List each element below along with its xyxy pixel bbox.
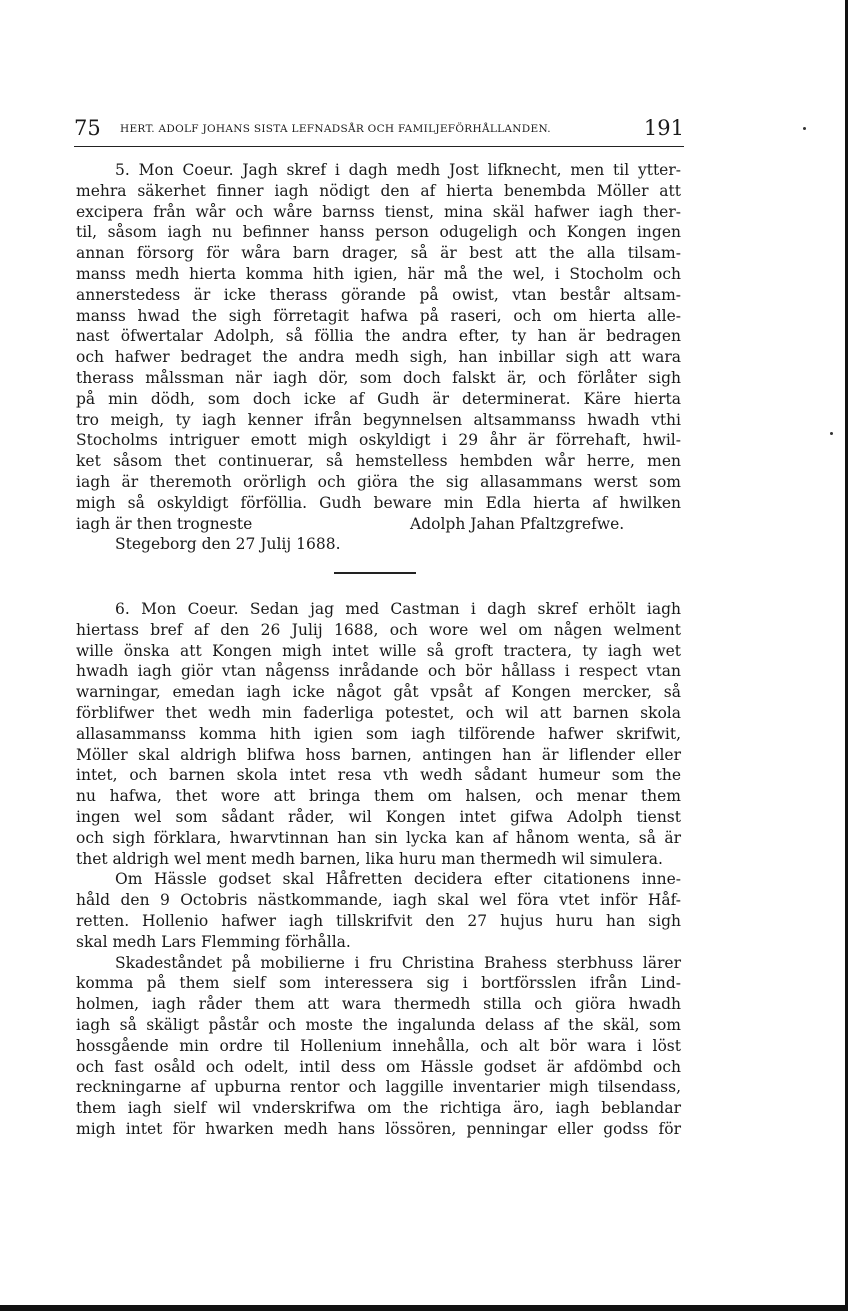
text-line: annan försorg för wåra barn drager, så är best att the alla tilsam- <box>76 244 681 263</box>
text-line: ket såsom thet continuerar, så hemstelless hembden wår herre, men <box>76 452 681 471</box>
page-header <box>74 116 684 140</box>
closing-phrase: iagh är then trogneste <box>76 514 253 533</box>
text-line: 6. Mon Coeur. Sedan jag med Castman i dagh skref erhölt iagh <box>115 600 681 618</box>
text-line: allasammanss komma hith igien som iagh tilförende hafwer skrifwit, <box>76 724 681 743</box>
text-line: iagh är theremoth orörligh och giöra the sig allasammans werst som <box>76 472 681 491</box>
text-line: annerstedess är icke therass görande på owist, vtan består altsam- <box>76 285 681 304</box>
header-rule <box>74 146 684 147</box>
running-title: HERT. ADOLF JOHANS SISTA LEFNADSÅR OCH FAMILJEFÖRHÅLLANDEN. <box>120 123 551 135</box>
text-line: Stocholms intriguer emott migh oskyldigt i 29 åhr är förrehaft, hwil- <box>76 431 681 450</box>
text-line: hwadh iagh giör vtan någenss inrådande och bör hållass i respect vtan <box>76 662 681 681</box>
text-line: holmen, iagh råder them att wara thermedh stilla och giöra hwadh <box>76 995 681 1014</box>
right-page-number: 191 <box>643 116 684 140</box>
text-line: Om Hässle godset skal Håfretten decidera efter citationens inne- <box>115 870 681 889</box>
text-line: och fast osåld och odelt, intil dess om Hässle godset är afdömbd och <box>76 1057 681 1076</box>
text-line: intet, och barnen skola intet resa vth wedh sådant humeur som the <box>76 766 681 785</box>
text-line: komma på them sielf som interessera sig i bortförsslen ifrån Lind- <box>76 974 681 993</box>
text-line: thet aldrigh wel ment medh barnen, lika huru man thermedh wil simulera. <box>76 849 663 868</box>
text-line: ingen wel som sådant råder, wil Kongen intet gifwa Adolph tienst <box>76 807 681 826</box>
text-line: mehra säkerhet finner iagh nödigt den af hierta benembda Möller att <box>76 181 681 200</box>
text-line: och hafwer bedraget the andra medh sigh, han inbillar sigh att wara <box>76 348 681 367</box>
margin-speck <box>830 432 833 435</box>
scan-frame-bottom-edge <box>0 1305 848 1311</box>
section-divider <box>334 572 416 574</box>
margin-speck <box>803 127 806 130</box>
text-line: til, såsom iagh nu befinner hanss person odugeligh och Kongen ingen <box>76 223 681 242</box>
text-line: förblifwer thet wedh min faderliga potestet, och wil att barnen skola <box>76 703 681 722</box>
text-line: reckningarne af upburna rentor och laggille inventarier migh tilsendass, <box>76 1078 681 1097</box>
text-line: therass målssman när iagh dör, som doch falskt är, och förlåter sigh <box>76 368 681 387</box>
text-line: och sigh förklara, hwarvtinnan han sin lycka kan af hånom wenta, så är <box>76 828 681 847</box>
text-line: tro meigh, ty iagh kenner ifrån begynnelsen altsammanss hwadh vthi <box>76 410 681 429</box>
closing-line <box>76 514 681 535</box>
text-line: nu hafwa, thet wore att bringa them om halsen, och menar them <box>76 787 681 806</box>
text-line: migh så oskyldigt förföllia. Gudh beware min Edla hierta af hwilken <box>76 493 681 512</box>
text-line: wille önska att Kongen migh intet wille så groft tractera, ty iagh wet <box>76 641 681 660</box>
text-line: håld den 9 Octobris nästkommande, iagh skal wel föra vtet inför Håf- <box>76 891 681 910</box>
date-line: Stegeborg den 27 Julij 1688. <box>115 535 341 554</box>
text-line: retten. Hollenio hafwer iagh tillskrifvit den 27 hujus huru han sigh <box>76 911 681 930</box>
text-line: manss hwad the sigh förretagit hafwa på raseri, och om hierta alle- <box>76 306 681 325</box>
signature: Adolph Jahan Pfaltzgrefwe. <box>410 514 625 533</box>
text-line: migh intet för hwarken medh hans lössören, penningar eller godss för <box>76 1119 681 1138</box>
text-line: på min dödh, som doch icke af Gudh är determinerat. Käre hierta <box>76 389 681 408</box>
text-line: skal medh Lars Flemming förhålla. <box>76 932 351 951</box>
text-line: hossgående min ordre til Hollenium innehålla, och alt bör wara i löst <box>76 1036 681 1055</box>
text-line: iagh så skäligt påstår och moste the ingalunda delass af the skäl, som <box>76 1015 681 1034</box>
text-line: nast öfwertalar Adolph, så föllia the andra efter, ty han är bedragen <box>76 327 681 346</box>
text-line: Skadeståndet på mobilierne i fru Christina Brahess sterbhuss lärer <box>115 953 681 972</box>
text-line: hiertass bref af den 26 Julij 1688, och wore wel om någen welment <box>76 620 681 639</box>
letter-5 <box>76 160 681 555</box>
text-line: them iagh sielf wil vnderskrifwa om the richtiga äro, iagh beblandar <box>76 1099 681 1118</box>
left-page-number: 75 <box>74 116 101 140</box>
text-line: warningar, emedan iagh icke något gåt vpsåt af Kongen mercker, så <box>76 683 681 702</box>
text-line: manss medh hierta komma hith igien, här må the wel, i Stocholm och <box>76 264 681 283</box>
text-line: 5. Mon Coeur. Jagh skref i dagh medh Jost lifknecht, men til ytter- <box>115 161 681 179</box>
text-line: Möller skal aldrigh blifwa hoss barnen, antingen han är liflender eller <box>76 745 681 764</box>
letter-6 <box>76 599 681 1140</box>
text-line: excipera från wår och wåre barnss tienst, mina skäl hafwer iagh ther- <box>76 202 681 221</box>
